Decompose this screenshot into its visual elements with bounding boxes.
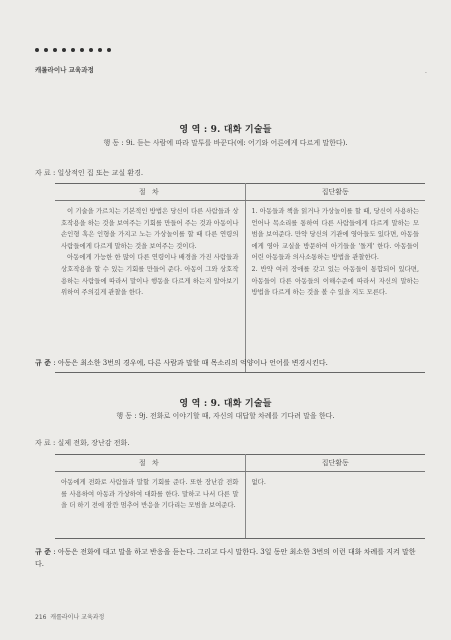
section1-group-p2: 2. 반약 여러 장애를 갖고 있는 아동들이 통합되어 있다면, 아동들이 다른 아동들의 이해수준에 따라서 자신의 말하는 방법을 다르게 하는 것을 볼 수 있을 지도 모른다. xyxy=(251,264,419,297)
section1-group-p1: 1. 아동들과 책을 읽거나 가상놀이를 할 때, 당신이 사용하는 언어나 목소리를 통하여 다른 사람들에게 다르게 말하는 모범을 보여준다. 만약 당신의 기관에 영아들도 있다면, 아동들에게 영아 교실을 방문하여 아기들을 '돌게' 한다. 아동들이 어린 아동들과 의사소통하는 방법을 관찰한다. xyxy=(251,207,419,262)
page-number: 216 xyxy=(35,614,47,621)
section1-procedure-p2: 아동에게 가능한 한 많이 다른 연령이나 배경을 가진 사람들과 상호작용을 할 수 있는 기회를 만들어 준다. 아동이 그와 상호작용하는 사람들에 따라서 말이나 행동을 다르게 하는지 알아보기 위하여 주의깊게 관찰을 한다. xyxy=(61,253,239,297)
header-dots xyxy=(35,48,111,52)
section1-col-group: 집단활동 xyxy=(245,184,425,201)
section1-group-cell xyxy=(245,201,425,373)
section2-table xyxy=(55,454,425,539)
section1-criteria-label: 규 준 xyxy=(35,358,51,367)
section2-col-group: 집단활동 xyxy=(245,455,425,472)
section1-title: 영 역 : 9. 대화 기술들 xyxy=(179,125,272,135)
section2-procedure-cell xyxy=(55,472,245,539)
section2-criteria-label: 규 준 xyxy=(35,547,51,556)
section1-table xyxy=(55,183,425,373)
page-footer xyxy=(35,612,104,621)
section2-group-cell xyxy=(245,472,425,539)
section2-materials: 자 료 : 실제 전화, 장난감 전화. xyxy=(35,439,130,447)
section2-procedure-p1: 아동에게 전화로 사람들과 말할 기회를 준다. 또한 장난감 전화를 사용하여 아동과 가상하여 대화를 한다. 말하고 나서 다른 말을 더 하기 전에 잠깐 멈추어 반응을 기다리는 모범을 보여준다. xyxy=(61,478,239,510)
section1-materials: 자 료 : 일상적인 집 또는 교실 환경. xyxy=(35,169,144,177)
section1-criteria-text: : 아동은 최소한 3번의 경우에, 다른 사람과 말할 때 목소리의 억양이나 언어를 변경시킨다. xyxy=(50,359,328,367)
section1-criteria xyxy=(35,357,420,369)
section2-col-procedure: 절 차 xyxy=(55,455,245,472)
section2-criteria xyxy=(35,546,420,570)
footer-label: 캐롤라이나 교육과정 xyxy=(50,614,105,621)
corner-mark: . xyxy=(425,68,427,75)
section2-criteria-text: : 아동은 전화에 대고 말을 하고 반응을 듣는다. 그리고 다시 말한다. 3일 동안 최소한 3번의 이런 대화 차례를 지켜 말한다. xyxy=(35,548,416,568)
section1-procedure-p1: 이 기술을 가르치는 기본적인 방법은 당신이 다른 사람들과 상호작용을 하는 것을 보여주는 기회를 만들어 주는 것과 아동이나 손인형 혹은 인형을 가지고 노는 가상놀이를 할 때 다른 연령의 사람들에게 다르게 말하는 것을 보여주는 것이다. xyxy=(61,207,239,250)
section2-group-p1: 없다. xyxy=(251,478,266,486)
section2-title: 영 역 : 9. 대화 기술들 xyxy=(179,399,272,409)
section1-behavior: 행 동 : 9i. 듣는 사람에 따라 말투를 바꾼다(예: 어기와 어른에게 다르게 말한다). xyxy=(103,139,348,147)
section1-procedure-cell xyxy=(55,201,245,373)
series-title: 캐롤라이나 교육과정 xyxy=(35,66,94,74)
section2-behavior: 행 동 : 9j. 전화로 이야기할 때, 자신의 대답할 차례를 기다려 말을 한다. xyxy=(116,412,335,420)
section1-col-procedure: 절 차 xyxy=(55,184,245,201)
